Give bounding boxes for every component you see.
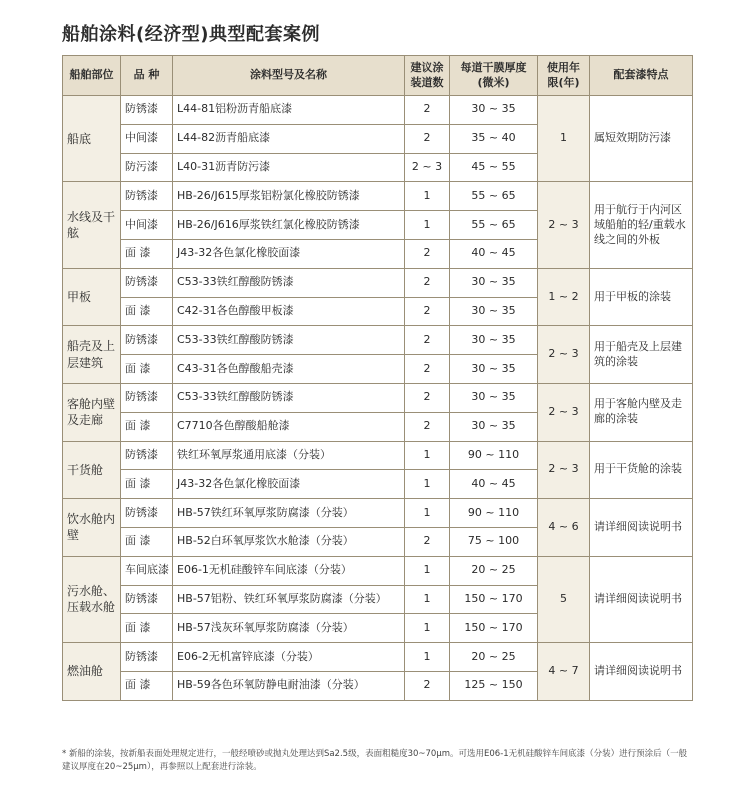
cell-coats: 2: [405, 671, 450, 700]
cell-kind: 面 漆: [121, 527, 173, 556]
cell-kind: 防锈漆: [121, 585, 173, 614]
cell-years: 5: [538, 556, 590, 642]
cell-coats: 1: [405, 499, 450, 528]
cell-feature: 请详细阅读说明书: [590, 499, 693, 557]
cell-coats: 1: [405, 182, 450, 211]
cell-thickness: 30 ~ 35: [450, 383, 538, 412]
cell-name: C42-31各色醇酸甲板漆: [173, 297, 405, 326]
cell-part: 船壳及上层建筑: [63, 326, 121, 384]
cell-thickness: 45 ~ 55: [450, 153, 538, 182]
cell-feature: 用于客舱内壁及走廊的涂装: [590, 383, 693, 441]
cell-thickness: 35 ~ 40: [450, 124, 538, 153]
cell-years: 1 ~ 2: [538, 268, 590, 326]
header-part: 船舶部位: [63, 56, 121, 96]
cell-part: 水线及干舷: [63, 182, 121, 268]
cell-name: E06-2无机富锌底漆（分装）: [173, 643, 405, 672]
cell-feature: 用于船壳及上层建筑的涂装: [590, 326, 693, 384]
table-row: [63, 643, 693, 672]
cell-coats: 1: [405, 585, 450, 614]
cell-years: 1: [538, 96, 590, 182]
cell-name: E06-1无机硅酸锌车间底漆（分装）: [173, 556, 405, 585]
cell-feature: 请详细阅读说明书: [590, 643, 693, 701]
coating-spec-table: [62, 55, 693, 701]
cell-kind: 防锈漆: [121, 383, 173, 412]
header-name: 涂料型号及名称: [173, 56, 405, 96]
cell-thickness: 40 ~ 45: [450, 470, 538, 499]
cell-kind: 面 漆: [121, 412, 173, 441]
cell-thickness: 30 ~ 35: [450, 412, 538, 441]
cell-coats: 2: [405, 268, 450, 297]
cell-coats: 1: [405, 614, 450, 643]
cell-name: HB-26/J615厚浆铝粉氯化橡胶防锈漆: [173, 182, 405, 211]
header-feature: 配套漆特点: [590, 56, 693, 96]
cell-part: 客舱内壁及走廊: [63, 383, 121, 441]
cell-name: L44-81铝粉沥青船底漆: [173, 96, 405, 125]
cell-thickness: 20 ~ 25: [450, 556, 538, 585]
cell-kind: 防锈漆: [121, 96, 173, 125]
cell-coats: 2: [405, 326, 450, 355]
cell-feature: 请详细阅读说明书: [590, 556, 693, 642]
cell-years: 4 ~ 6: [538, 499, 590, 557]
cell-coats: 2: [405, 124, 450, 153]
footnote: * 新船的涂装，按新船表面处理规定进行，一般经喷砂或抛丸处理达到Sa2.5级，表面粗糙度30~70μm。可选用E06-1无机硅酸锌车间底漆（分装）进行预涂后（一般建议厚度在20~25μm），再参照以上配套进行涂装。: [62, 749, 688, 772]
cell-part: 饮水舱内壁: [63, 499, 121, 557]
cell-name: HB-57铁红环氧厚浆防腐漆（分装）: [173, 499, 405, 528]
cell-years: 2 ~ 3: [538, 182, 590, 268]
cell-name: L40-31沥青防污漆: [173, 153, 405, 182]
cell-coats: 2: [405, 297, 450, 326]
cell-name: C53-33铁红醇酸防锈漆: [173, 268, 405, 297]
cell-kind: 防锈漆: [121, 499, 173, 528]
cell-name: HB-57铝粉、铁红环氧厚浆防腐漆（分装）: [173, 585, 405, 614]
cell-name: HB-52白环氧厚浆饮水舱漆（分装）: [173, 527, 405, 556]
cell-coats: 2 ~ 3: [405, 153, 450, 182]
table-row: [63, 182, 693, 211]
cell-kind: 中间漆: [121, 211, 173, 240]
cell-coats: 1: [405, 470, 450, 499]
cell-feature: 属短效期防污漆: [590, 96, 693, 182]
cell-name: C7710各色醇酸船舱漆: [173, 412, 405, 441]
cell-feature: 用于航行于内河区域船舶的轻/重载水线之间的外板: [590, 182, 693, 268]
table-header: [63, 56, 693, 96]
cell-thickness: 30 ~ 35: [450, 297, 538, 326]
cell-name: HB-26/J616厚浆铁红氯化橡胶防锈漆: [173, 211, 405, 240]
header-years: 使用年限(年): [538, 56, 590, 96]
cell-kind: 面 漆: [121, 470, 173, 499]
cell-kind: 面 漆: [121, 239, 173, 268]
cell-name: J43-32各色氯化橡胶面漆: [173, 239, 405, 268]
page-title: 船舶涂料(经济型)典型配套案例: [62, 24, 320, 45]
cell-years: 2 ~ 3: [538, 326, 590, 384]
cell-feature: 用于干货舱的涂装: [590, 441, 693, 499]
cell-kind: 面 漆: [121, 355, 173, 384]
cell-feature: 用于甲板的涂装: [590, 268, 693, 326]
cell-coats: 1: [405, 211, 450, 240]
cell-thickness: 30 ~ 35: [450, 268, 538, 297]
cell-coats: 2: [405, 355, 450, 384]
cell-part: 甲板: [63, 268, 121, 326]
cell-thickness: 75 ~ 100: [450, 527, 538, 556]
cell-years: 2 ~ 3: [538, 383, 590, 441]
cell-thickness: 90 ~ 110: [450, 441, 538, 470]
table-row: [63, 268, 693, 297]
cell-coats: 2: [405, 96, 450, 125]
cell-coats: 2: [405, 412, 450, 441]
header-coats: 建议涂装道数: [405, 56, 450, 96]
table-body: [63, 96, 693, 701]
cell-kind: 中间漆: [121, 124, 173, 153]
cell-thickness: 150 ~ 170: [450, 614, 538, 643]
cell-thickness: 90 ~ 110: [450, 499, 538, 528]
cell-kind: 防锈漆: [121, 441, 173, 470]
cell-kind: 防污漆: [121, 153, 173, 182]
table-row: [63, 556, 693, 585]
cell-kind: 防锈漆: [121, 643, 173, 672]
cell-coats: 2: [405, 383, 450, 412]
cell-kind: 面 漆: [121, 297, 173, 326]
cell-thickness: 30 ~ 35: [450, 355, 538, 384]
cell-kind: 面 漆: [121, 614, 173, 643]
table-row: [63, 499, 693, 528]
cell-part: 污水舱、压载水舱: [63, 556, 121, 642]
cell-coats: 2: [405, 527, 450, 556]
cell-name: C43-31各色醇酸船壳漆: [173, 355, 405, 384]
cell-thickness: 55 ~ 65: [450, 211, 538, 240]
cell-name: HB-59各色环氧防静电耐油漆（分装）: [173, 671, 405, 700]
cell-thickness: 150 ~ 170: [450, 585, 538, 614]
cell-kind: 防锈漆: [121, 326, 173, 355]
cell-kind: 防锈漆: [121, 182, 173, 211]
cell-kind: 车间底漆: [121, 556, 173, 585]
cell-name: C53-33铁红醇酸防锈漆: [173, 383, 405, 412]
cell-name: J43-32各色氯化橡胶面漆: [173, 470, 405, 499]
header-kind: 品 种: [121, 56, 173, 96]
table-row: [63, 96, 693, 125]
cell-coats: 1: [405, 556, 450, 585]
cell-coats: 2: [405, 239, 450, 268]
cell-name: HB-57浅灰环氧厚浆防腐漆（分装）: [173, 614, 405, 643]
cell-part: 燃油舱: [63, 643, 121, 701]
cell-coats: 1: [405, 441, 450, 470]
cell-years: 4 ~ 7: [538, 643, 590, 701]
cell-coats: 1: [405, 643, 450, 672]
cell-part: 干货舱: [63, 441, 121, 499]
cell-thickness: 30 ~ 35: [450, 96, 538, 125]
cell-thickness: 20 ~ 25: [450, 643, 538, 672]
cell-thickness: 30 ~ 35: [450, 326, 538, 355]
cell-name: C53-33铁红醇酸防锈漆: [173, 326, 405, 355]
table-row: [63, 326, 693, 355]
cell-name: 铁红环氧厚浆通用底漆（分装）: [173, 441, 405, 470]
cell-name: L44-82沥青船底漆: [173, 124, 405, 153]
table-row: [63, 441, 693, 470]
table-row: [63, 383, 693, 412]
cell-thickness: 40 ~ 45: [450, 239, 538, 268]
header-thickness: 每道干膜厚度(微米): [450, 56, 538, 96]
cell-kind: 防锈漆: [121, 268, 173, 297]
cell-kind: 面 漆: [121, 671, 173, 700]
cell-years: 2 ~ 3: [538, 441, 590, 499]
cell-part: 船底: [63, 96, 121, 182]
cell-thickness: 55 ~ 65: [450, 182, 538, 211]
cell-thickness: 125 ~ 150: [450, 671, 538, 700]
